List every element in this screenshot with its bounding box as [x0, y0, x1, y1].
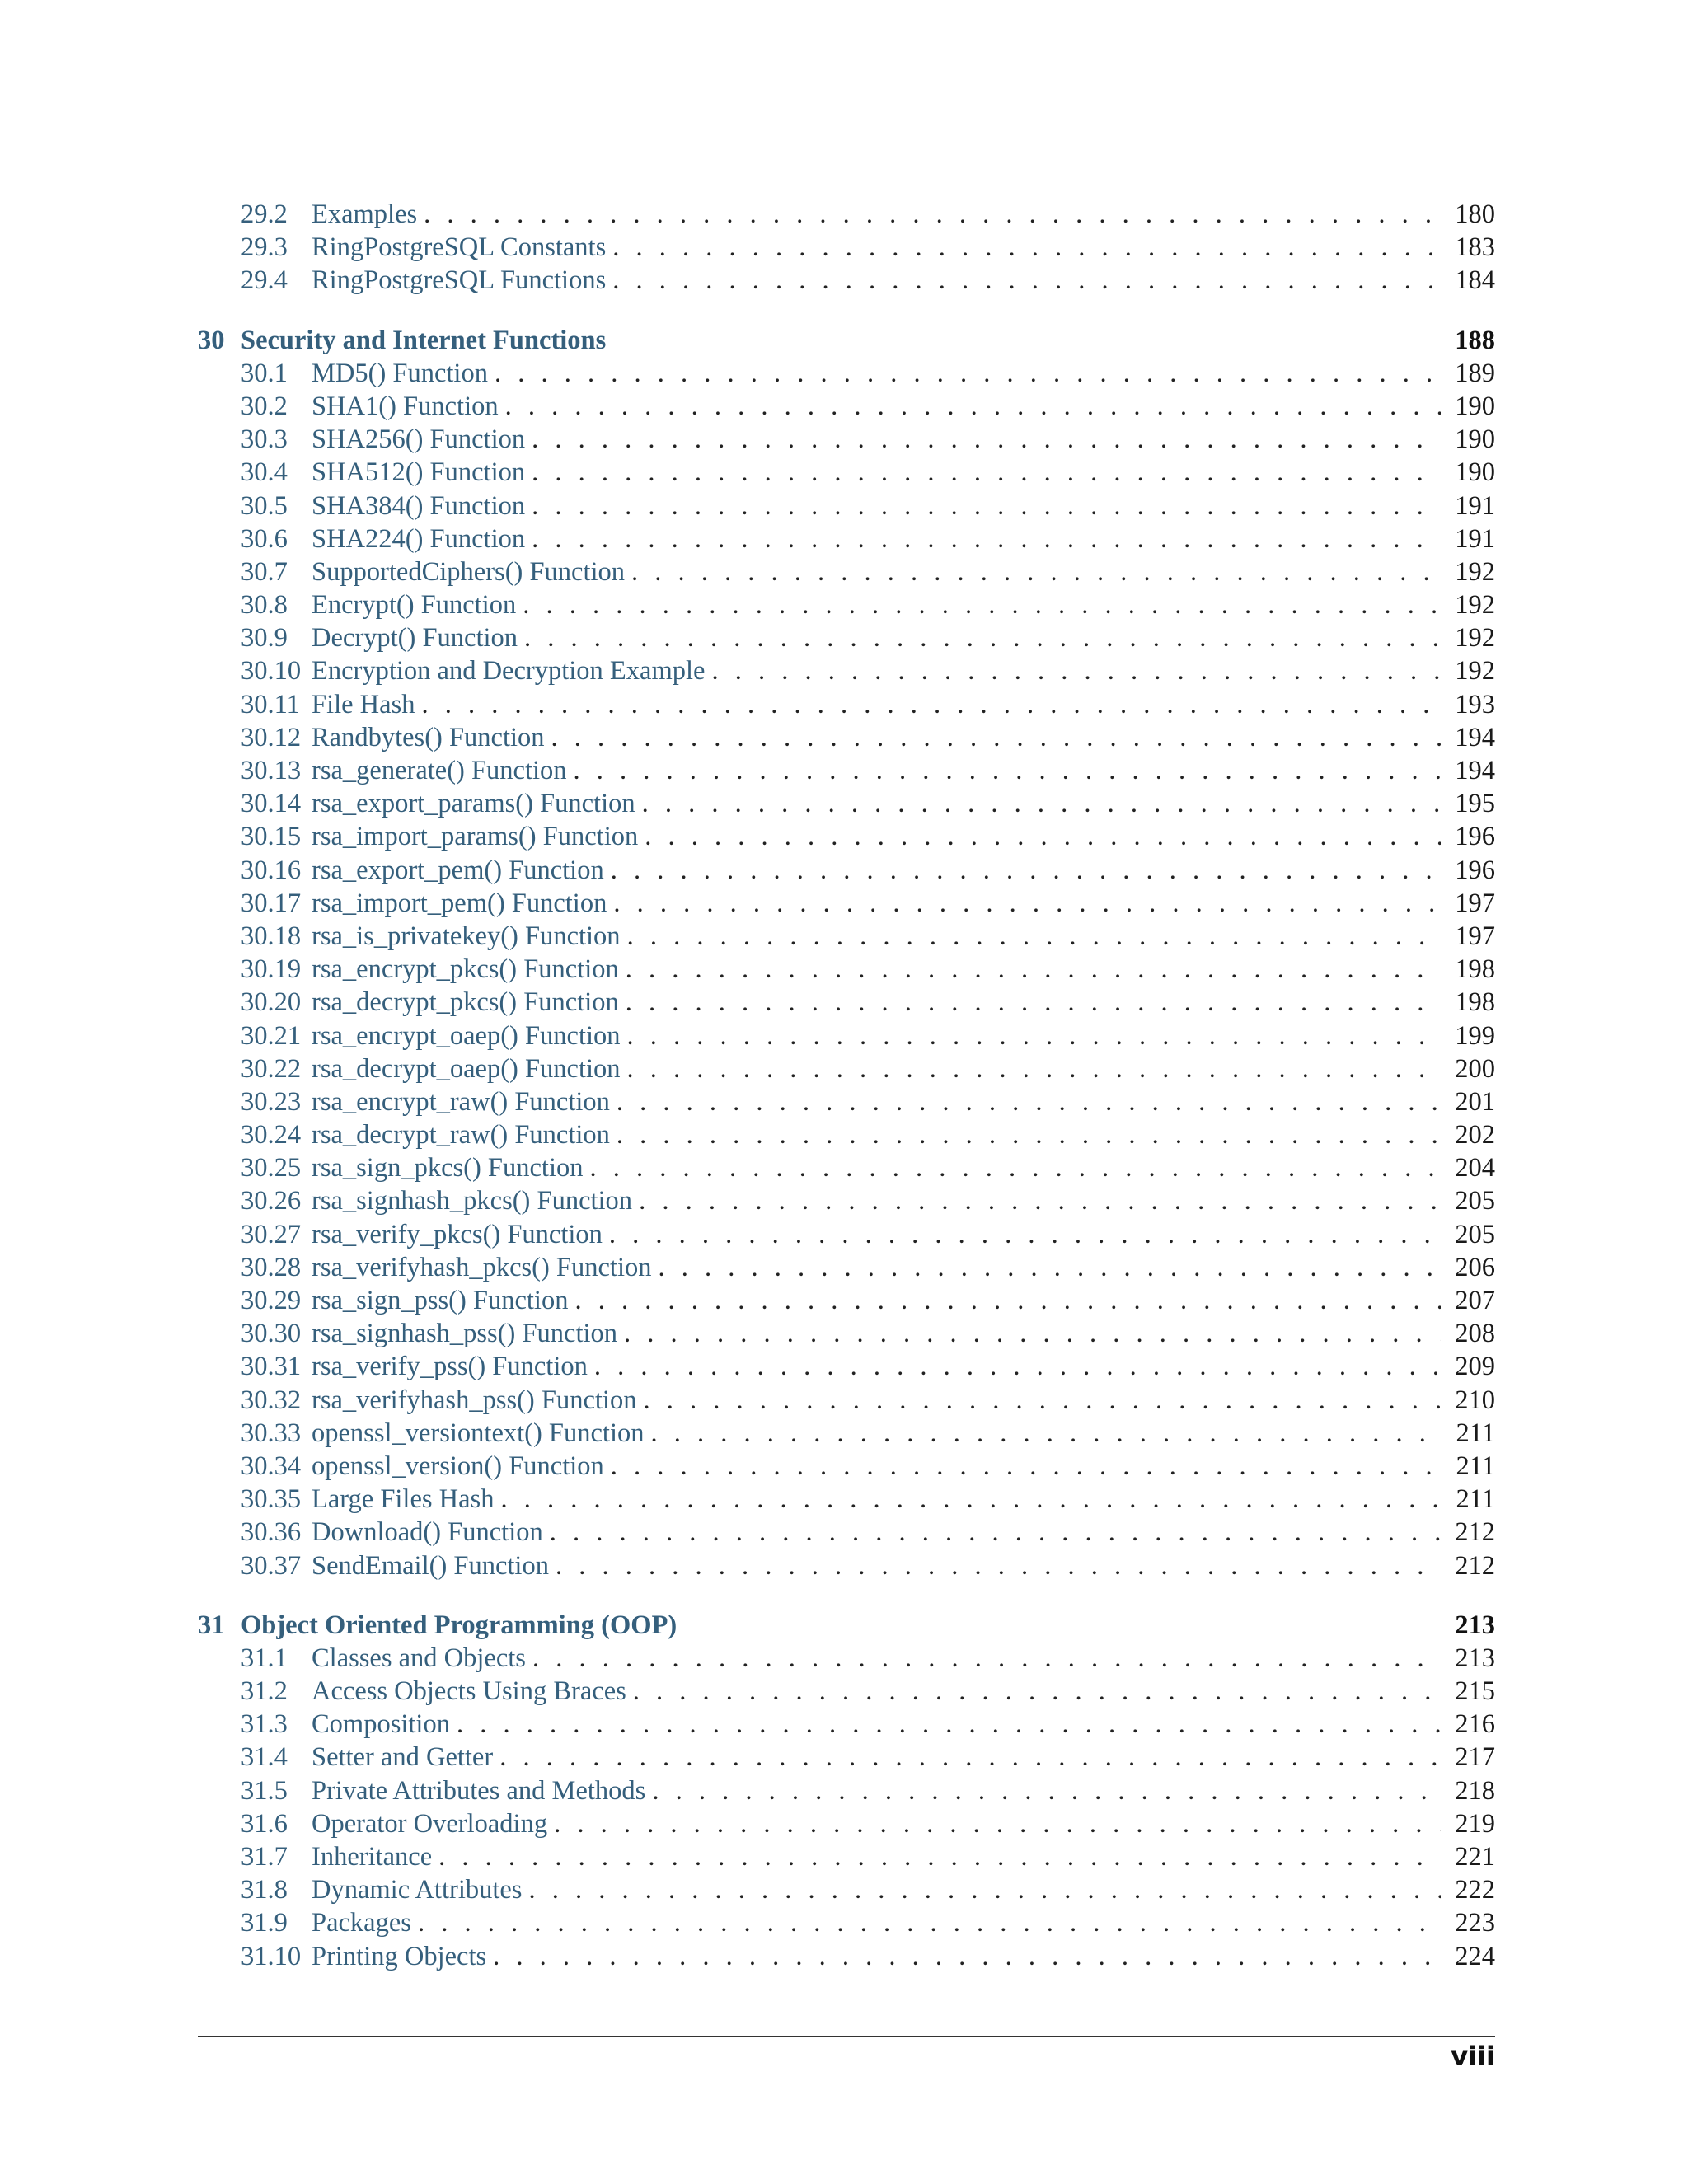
- section-number: 30.24: [241, 1120, 302, 1151]
- chapter-page-number: 188: [1455, 325, 1495, 355]
- toc-entry[interactable]: [198, 1906, 1495, 1939]
- section-number: 30.29: [241, 1286, 302, 1315]
- section-title-link[interactable]: openssl_versiontext() Function: [312, 1418, 645, 1448]
- chapter-number: 31: [198, 1610, 225, 1640]
- section-page-number: 197: [1455, 888, 1495, 918]
- section-number: 30.17: [241, 888, 302, 918]
- section-title-link[interactable]: rsa_encrypt_raw() Function: [312, 1086, 610, 1117]
- section-number: 30.13: [241, 756, 302, 785]
- section-number: 30.14: [241, 789, 302, 819]
- dot-leader: [524, 621, 1441, 654]
- section-number: 30.18: [241, 921, 302, 951]
- section-page-number: 216: [1455, 1709, 1495, 1740]
- dot-leader: [643, 1384, 1441, 1417]
- section-number: 30.2: [241, 391, 288, 421]
- toc-entry[interactable]: [198, 231, 1495, 264]
- dot-leader: [421, 688, 1441, 721]
- dot-leader: [612, 231, 1441, 264]
- section-page-number: 198: [1455, 987, 1495, 1018]
- dot-leader: [532, 456, 1441, 489]
- section-title-link[interactable]: Download() Function: [312, 1517, 543, 1548]
- toc-entry[interactable]: [198, 654, 1495, 687]
- dot-leader: [611, 854, 1441, 887]
- section-title-link[interactable]: SHA512() Function: [312, 457, 526, 488]
- toc-entry[interactable]: [198, 1741, 1495, 1774]
- section-number: 30.1: [241, 358, 288, 388]
- section-title-link[interactable]: rsa_verify_pkcs() Function: [312, 1219, 603, 1249]
- section-page-number: 210: [1455, 1385, 1495, 1415]
- section-title-link[interactable]: rsa_is_privatekey() Function: [312, 921, 621, 951]
- dot-leader: [627, 920, 1441, 953]
- toc-entry[interactable]: [198, 1516, 1495, 1549]
- section-number: 30.35: [241, 1484, 302, 1515]
- section-page-number: 202: [1455, 1120, 1495, 1151]
- section-title-link[interactable]: Encryption and Decryption Example: [312, 656, 706, 687]
- section-page-number: 222: [1455, 1875, 1495, 1905]
- dot-leader: [609, 1218, 1441, 1251]
- dot-leader: [574, 1284, 1441, 1317]
- toc-entry[interactable]: [198, 1118, 1495, 1151]
- section-number: 30.31: [241, 1352, 302, 1382]
- section-number: 31.7: [241, 1842, 288, 1872]
- footer-divider: [198, 2036, 1495, 2037]
- toc-entry[interactable]: [198, 390, 1495, 423]
- section-number: 30.25: [241, 1153, 302, 1183]
- section-number: 30.22: [241, 1053, 302, 1084]
- section-title-link[interactable]: rsa_export_params() Function: [312, 789, 635, 819]
- toc-entry[interactable]: [198, 1317, 1495, 1350]
- toc-entry[interactable]: [198, 1184, 1495, 1217]
- toc-entry[interactable]: [198, 456, 1495, 489]
- section-title-link[interactable]: rsa_generate() Function: [312, 756, 567, 785]
- section-number: 29.2: [241, 199, 288, 229]
- toc-entry[interactable]: [198, 490, 1495, 523]
- dot-leader: [438, 1840, 1441, 1873]
- dot-leader: [645, 820, 1441, 853]
- dot-leader: [574, 754, 1441, 787]
- dot-leader: [457, 1708, 1441, 1741]
- dot-leader: [651, 1417, 1442, 1450]
- section-title-link[interactable]: rsa_sign_pss() Function: [312, 1286, 569, 1315]
- section-number: 30.8: [241, 590, 288, 621]
- section-number: 30.4: [241, 457, 288, 488]
- section-number: 30.10: [241, 656, 302, 687]
- section-title-link[interactable]: Classes and Objects: [312, 1643, 526, 1673]
- toc-entry[interactable]: [198, 1384, 1495, 1417]
- section-page-number: 213: [1455, 1643, 1495, 1673]
- section-title-link[interactable]: RingPostgreSQL Constants: [312, 232, 607, 263]
- section-title-link[interactable]: rsa_signhash_pss() Function: [312, 1319, 618, 1349]
- section-title-link[interactable]: rsa_encrypt_oaep() Function: [312, 1020, 621, 1051]
- dot-leader: [594, 1350, 1441, 1383]
- section-title-link[interactable]: SHA1() Function: [312, 391, 499, 421]
- toc-entry[interactable]: [198, 887, 1495, 920]
- toc-entry[interactable]: [198, 621, 1495, 654]
- dot-leader: [633, 1675, 1441, 1708]
- section-number: 31.2: [241, 1676, 288, 1707]
- toc-entry[interactable]: [198, 1417, 1495, 1450]
- section-number: 30.36: [241, 1517, 302, 1548]
- toc-entry[interactable]: [198, 1284, 1495, 1317]
- section-page-number: 219: [1455, 1808, 1495, 1839]
- toc-entry[interactable]: [198, 1774, 1495, 1807]
- section-page-number: 192: [1455, 556, 1495, 587]
- dot-leader: [556, 1549, 1441, 1582]
- section-number: 30.15: [241, 822, 302, 852]
- section-page-number: 206: [1455, 1252, 1495, 1282]
- section-title-link[interactable]: SupportedCiphers() Function: [312, 556, 626, 587]
- section-title-link[interactable]: Operator Overloading: [312, 1808, 548, 1839]
- section-number: 30.19: [241, 954, 302, 985]
- toc-entry[interactable]: [198, 754, 1495, 787]
- section-page-number: 194: [1455, 756, 1495, 785]
- section-number: 31.1: [241, 1643, 288, 1673]
- chapter-title-link[interactable]: Object Oriented Programming (OOP): [241, 1610, 678, 1640]
- toc-entry[interactable]: [198, 1549, 1495, 1582]
- section-number: 31.5: [241, 1775, 288, 1806]
- section-page-number: 198: [1455, 954, 1495, 985]
- section-number: 30.9: [241, 623, 288, 654]
- dot-leader: [532, 523, 1441, 555]
- section-number: 31.4: [241, 1742, 288, 1773]
- dot-leader: [626, 953, 1441, 986]
- section-title-link[interactable]: Printing Objects: [312, 1941, 487, 1971]
- section-title-link[interactable]: Inheritance: [312, 1842, 433, 1872]
- section-number: 31.8: [241, 1875, 288, 1905]
- section-page-number: 200: [1455, 1053, 1495, 1084]
- section-page-number: 205: [1455, 1219, 1495, 1249]
- section-title-link[interactable]: SHA224() Function: [312, 523, 526, 554]
- section-page-number: 180: [1455, 199, 1495, 229]
- section-title-link[interactable]: rsa_import_params() Function: [312, 822, 639, 852]
- dot-leader: [495, 357, 1441, 390]
- toc-entry[interactable]: [198, 920, 1495, 953]
- section-number: 31.10: [241, 1941, 302, 1971]
- section-number: 30.16: [241, 855, 302, 885]
- section-title-link[interactable]: Composition: [312, 1709, 450, 1740]
- toc-entry[interactable]: [198, 264, 1495, 297]
- section-title-link[interactable]: Encrypt() Function: [312, 590, 517, 621]
- toc-entry[interactable]: [198, 721, 1495, 754]
- toc-entry[interactable]: [198, 820, 1495, 853]
- toc-entry[interactable]: [198, 953, 1495, 986]
- dot-leader: [642, 787, 1441, 820]
- section-page-number: 215: [1455, 1676, 1495, 1707]
- section-page-number: 189: [1455, 358, 1495, 388]
- chapter-title-link[interactable]: Security and Internet Functions: [241, 325, 607, 355]
- section-page-number: 211: [1456, 1418, 1495, 1448]
- section-title-link[interactable]: SHA384() Function: [312, 490, 526, 521]
- dot-leader: [499, 1741, 1441, 1774]
- toc-entry[interactable]: [198, 1218, 1495, 1251]
- section-title-link[interactable]: openssl_version() Function: [312, 1451, 604, 1481]
- dot-leader: [493, 1940, 1441, 1973]
- section-title-link[interactable]: Dynamic Attributes: [312, 1875, 523, 1905]
- chapter-number: 30: [198, 325, 225, 355]
- toc-entry[interactable]: [198, 1450, 1495, 1483]
- section-number: 30.12: [241, 722, 302, 752]
- dot-leader: [532, 490, 1441, 523]
- dot-leader: [627, 1019, 1441, 1052]
- dot-leader: [711, 654, 1441, 687]
- section-number: 30.34: [241, 1451, 302, 1481]
- section-page-number: 191: [1455, 523, 1495, 554]
- section-page-number: 205: [1455, 1186, 1495, 1216]
- dot-leader: [626, 986, 1441, 1019]
- section-title-link[interactable]: Packages: [312, 1908, 411, 1938]
- section-number: 30.33: [241, 1418, 302, 1448]
- section-title-link[interactable]: Access Objects Using Braces: [312, 1676, 626, 1707]
- section-page-number: 211: [1456, 1484, 1495, 1515]
- section-page-number: 212: [1455, 1517, 1495, 1548]
- section-title-link[interactable]: rsa_verifyhash_pss() Function: [312, 1385, 637, 1415]
- section-page-number: 190: [1455, 424, 1495, 455]
- toc-entry[interactable]: [198, 688, 1495, 721]
- section-number: 30.3: [241, 424, 288, 455]
- section-page-number: 196: [1455, 822, 1495, 852]
- section-page-number: 199: [1455, 1020, 1495, 1051]
- section-title-link[interactable]: rsa_decrypt_oaep() Function: [312, 1053, 621, 1084]
- section-number: 30.11: [241, 689, 300, 719]
- section-page-number: 218: [1455, 1775, 1495, 1806]
- section-title-link[interactable]: Examples: [312, 199, 418, 229]
- section-title-link[interactable]: Randbytes() Function: [312, 722, 545, 752]
- section-number: 30.26: [241, 1186, 302, 1216]
- section-page-number: 191: [1455, 490, 1495, 521]
- section-page-number: 183: [1455, 232, 1495, 263]
- section-number: 30.37: [241, 1550, 302, 1581]
- dot-leader: [528, 1873, 1441, 1906]
- toc-entry[interactable]: [198, 1940, 1495, 1973]
- dot-leader: [613, 887, 1441, 920]
- section-title-link[interactable]: SendEmail() Function: [312, 1550, 549, 1581]
- section-number: 30.23: [241, 1086, 302, 1117]
- section-number: 31.9: [241, 1908, 288, 1938]
- section-page-number: 224: [1455, 1941, 1495, 1971]
- section-title-link[interactable]: rsa_verify_pss() Function: [312, 1352, 588, 1382]
- page-number: viii: [1451, 2041, 1495, 2072]
- dot-leader: [523, 588, 1441, 621]
- dot-leader: [424, 198, 1441, 231]
- section-number: 30.21: [241, 1020, 302, 1051]
- toc-entry[interactable]: [198, 588, 1495, 621]
- section-number: 31.3: [241, 1709, 288, 1740]
- section-title-link[interactable]: SHA256() Function: [312, 424, 526, 455]
- section-page-number: 217: [1455, 1742, 1495, 1773]
- dot-leader: [532, 423, 1441, 456]
- dot-leader: [617, 1118, 1441, 1151]
- toc-entry[interactable]: [198, 1483, 1495, 1516]
- toc-entry[interactable]: [198, 357, 1495, 390]
- section-page-number: 196: [1455, 855, 1495, 885]
- dot-leader: [418, 1906, 1441, 1939]
- dot-leader: [505, 390, 1441, 423]
- section-page-number: 212: [1455, 1550, 1495, 1581]
- toc-entry[interactable]: [198, 854, 1495, 887]
- section-page-number: 209: [1455, 1352, 1495, 1382]
- section-title-link[interactable]: rsa_signhash_pkcs() Function: [312, 1186, 633, 1216]
- section-page-number: 192: [1455, 623, 1495, 654]
- section-page-number: 195: [1455, 789, 1495, 819]
- section-page-number: 192: [1455, 656, 1495, 687]
- section-title-link[interactable]: RingPostgreSQL Functions: [312, 265, 607, 296]
- table-of-contents: [198, 198, 1495, 1973]
- section-title-link[interactable]: Private Attributes and Methods: [312, 1775, 646, 1806]
- toc-entry[interactable]: [198, 1052, 1495, 1085]
- section-page-number: 204: [1455, 1153, 1495, 1183]
- chapter-page-number: 213: [1455, 1610, 1495, 1640]
- section-number: 30.6: [241, 523, 288, 554]
- section-number: 30.30: [241, 1319, 302, 1349]
- section-number: 30.7: [241, 556, 288, 587]
- toc-entry[interactable]: [198, 1350, 1495, 1383]
- toc-entry[interactable]: [198, 423, 1495, 456]
- toc-entry[interactable]: [198, 1873, 1495, 1906]
- section-title-link[interactable]: Large Files Hash: [312, 1484, 495, 1515]
- dot-leader: [554, 1807, 1441, 1840]
- dot-leader: [639, 1184, 1441, 1217]
- section-number: 29.3: [241, 232, 288, 263]
- dot-leader: [652, 1774, 1441, 1807]
- toc-entry[interactable]: [198, 1840, 1495, 1873]
- section-title-link[interactable]: File Hash: [312, 689, 415, 719]
- dot-leader: [658, 1251, 1441, 1284]
- dot-leader: [589, 1151, 1441, 1184]
- section-title-link[interactable]: rsa_sign_pkcs() Function: [312, 1153, 584, 1183]
- section-title-link[interactable]: MD5() Function: [312, 358, 488, 388]
- section-title-link[interactable]: rsa_verifyhash_pkcs() Function: [312, 1252, 652, 1282]
- section-page-number: 197: [1455, 921, 1495, 951]
- section-page-number: 193: [1455, 689, 1495, 719]
- toc-entry[interactable]: [198, 1019, 1495, 1052]
- section-page-number: 190: [1455, 457, 1495, 488]
- section-title-link[interactable]: Decrypt() Function: [312, 623, 518, 654]
- section-number: 30.27: [241, 1219, 302, 1249]
- toc-entry[interactable]: [198, 523, 1495, 555]
- toc-entry[interactable]: [198, 1708, 1495, 1741]
- section-title-link[interactable]: rsa_decrypt_pkcs() Function: [312, 987, 619, 1018]
- section-page-number: 192: [1455, 590, 1495, 621]
- section-page-number: 190: [1455, 391, 1495, 421]
- dot-leader: [550, 1516, 1441, 1549]
- section-page-number: 207: [1455, 1286, 1495, 1315]
- section-page-number: 201: [1455, 1086, 1495, 1117]
- section-title-link[interactable]: rsa_import_pem() Function: [312, 888, 607, 918]
- section-page-number: 194: [1455, 722, 1495, 752]
- toc-entry[interactable]: [198, 1675, 1495, 1708]
- section-number: 31.6: [241, 1808, 288, 1839]
- toc-chapter-heading[interactable]: [198, 324, 1495, 357]
- dot-leader: [624, 1317, 1441, 1350]
- dot-leader: [611, 1450, 1441, 1483]
- dot-leader: [551, 721, 1441, 754]
- toc-chapter-heading[interactable]: [198, 1609, 1495, 1642]
- section-number: 30.5: [241, 490, 288, 521]
- section-number: 30.28: [241, 1252, 302, 1282]
- toc-entry[interactable]: [198, 986, 1495, 1019]
- section-page-number: 184: [1455, 265, 1495, 296]
- dot-leader: [617, 1085, 1441, 1118]
- section-number: 30.32: [241, 1385, 302, 1415]
- dot-leader: [612, 264, 1441, 297]
- dot-leader: [627, 1052, 1441, 1085]
- section-page-number: 208: [1455, 1319, 1495, 1349]
- dot-leader: [631, 555, 1441, 588]
- toc-entry[interactable]: [198, 1251, 1495, 1284]
- section-title-link[interactable]: rsa_export_pem() Function: [312, 855, 604, 885]
- dot-leader: [532, 1642, 1441, 1675]
- dot-leader: [500, 1483, 1441, 1516]
- section-number: 30.20: [241, 987, 302, 1018]
- toc-entry[interactable]: [198, 1642, 1495, 1675]
- section-page-number: 223: [1455, 1908, 1495, 1938]
- toc-entry[interactable]: [198, 555, 1495, 588]
- toc-entry[interactable]: [198, 1807, 1495, 1840]
- toc-entry[interactable]: [198, 787, 1495, 820]
- section-title-link[interactable]: rsa_decrypt_raw() Function: [312, 1120, 610, 1151]
- section-number: 29.4: [241, 265, 288, 296]
- section-page-number: 211: [1456, 1451, 1495, 1481]
- toc-entry[interactable]: [198, 198, 1495, 231]
- section-title-link[interactable]: Setter and Getter: [312, 1742, 494, 1773]
- toc-entry[interactable]: [198, 1151, 1495, 1184]
- section-page-number: 221: [1455, 1842, 1495, 1872]
- toc-entry[interactable]: [198, 1085, 1495, 1118]
- section-title-link[interactable]: rsa_encrypt_pkcs() Function: [312, 954, 619, 985]
